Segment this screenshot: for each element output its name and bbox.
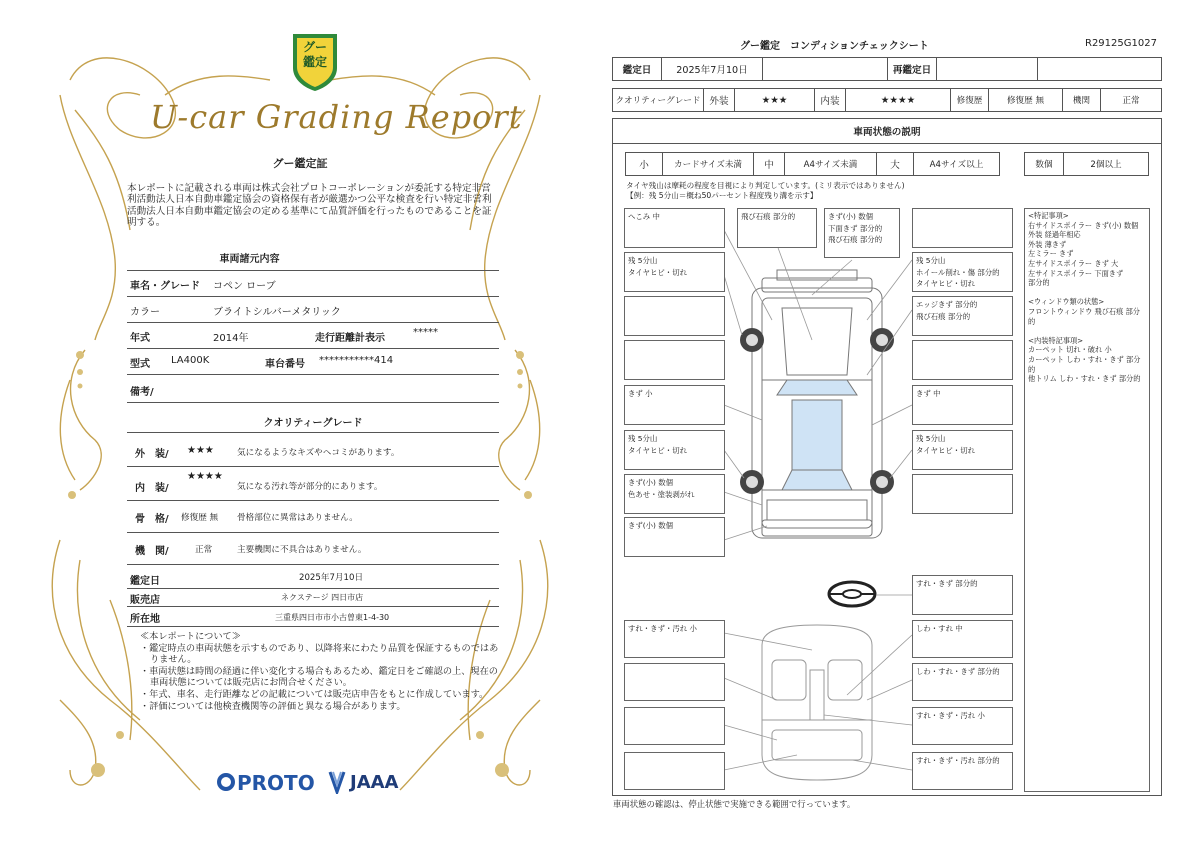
repair-label: 修復歴	[950, 88, 989, 112]
quality-rating: 修復歴 無	[181, 513, 219, 523]
quality-desc: 気になる汚れ等が部分的にあります。	[237, 482, 383, 492]
spec-row-remarks	[127, 374, 499, 403]
quality-desc: 気になるようなキズやヘコミがあります。	[237, 448, 400, 458]
interior-value: ★★★★	[845, 88, 951, 112]
steering-wheel-icon	[829, 582, 875, 606]
quality-desc: 骨格部位に異常はありません。	[237, 513, 358, 523]
tire-note-example: 【例：残 5分山＝概ね50パーセント程度残り溝を示す】	[626, 191, 818, 200]
date-blank	[762, 57, 888, 81]
quality-desc: 主要機関に不具合はありません。	[237, 545, 367, 555]
spec-section-title: 車両諸元内容	[219, 254, 280, 265]
address-row	[127, 606, 499, 627]
interior-box-steering: すれ・きず 部分的	[912, 575, 1013, 615]
proto-logo	[217, 771, 322, 797]
damage-box-right-3	[912, 340, 1013, 380]
engine-value: 正常	[1100, 88, 1162, 112]
interior-box-right-4: すれ・きず・汚れ 部分的	[912, 752, 1013, 790]
jaaa-mark-icon	[328, 770, 346, 794]
spec-row-model	[127, 348, 499, 375]
sheet-doc-id: R29125G1027	[1085, 38, 1157, 49]
damage-box-top-3	[912, 208, 1013, 248]
proto-logo-text: PROTO	[237, 771, 315, 795]
quality-grade-label: クオリティーグレード	[612, 88, 704, 112]
damage-box-left-8: きず(小) 数個	[624, 517, 725, 557]
quality-rating: ★★★★	[187, 471, 223, 482]
spec-model-label: 型式	[130, 359, 150, 370]
note-item: ・評価については他検査機関等の評価と異なる場合があります。	[140, 700, 406, 712]
footer-note: 車両状態の確認は、停止状態で実施できる範囲で行っています。	[613, 799, 856, 809]
report-script-title: U-car Grading Report	[150, 98, 523, 136]
spec-year-value: 2014年	[213, 333, 249, 344]
spec-row-year	[127, 322, 499, 349]
legend-mid-desc: A4サイズ未満	[784, 152, 877, 176]
damage-box-right-2: エッジきず 部分的 飛び石痕 部分的	[912, 296, 1013, 336]
damage-box-top-2: きず(小) 数個 下面きず 部分的 飛び石痕 部分的	[824, 208, 900, 258]
address-value: 三重県四日市市小古曽東1-4-30	[275, 613, 390, 622]
date-label: 鑑定日	[612, 57, 662, 81]
jaaa-logo	[328, 770, 408, 796]
quality-label: 骨 格/	[135, 514, 169, 525]
spec-chassis-label: 車台番号	[265, 359, 305, 370]
goo-kantei-badge	[287, 30, 343, 92]
spec-model-value: LA400K	[171, 355, 210, 366]
jaaa-logo-text: JAAA	[350, 772, 399, 793]
quality-rating: 正常	[195, 545, 213, 555]
damage-box-right-6	[912, 474, 1013, 514]
appraisal-date-row	[127, 566, 499, 589]
damage-box-right-1: 残 5分山 ホイール削れ・傷 部分的 タイヤヒビ・切れ	[912, 252, 1013, 292]
spec-remarks-label: 備考/	[130, 387, 154, 398]
special-notes: <特記事項> 右サイドスポイラー きず(小) 数個 外装 経過年相応 外装 薄きず 左ミラー きず 左サイドスポイラー きず 大 左サイドスポイラー 下面きず 部分的 <ウィンドウ類の状態> フロントウィンドウ 飛び石痕 部分的 <内装特記事項> カーペット 切れ・破れ 小 カーペット しわ・すれ・きず 部分的 他トリム しわ・すれ・きず 部分的	[1024, 208, 1150, 792]
legend-large: 大	[876, 152, 914, 176]
note-item: ・鑑定時点の車両状態を示すものであり、以降将来にわたり品質を保証するものではありません。	[140, 642, 499, 666]
damage-box-right-5: 残 5分山 タイヤヒビ・切れ	[912, 430, 1013, 470]
repair-value: 修復歴 無	[988, 88, 1063, 112]
note-item: ・年式、車名、走行距離などの記載については販売店申告をもとに作成しています。	[140, 688, 489, 700]
damage-box-left-1: へこみ 中	[624, 208, 725, 248]
interior-box-left-1: すれ・きず・汚れ 小	[624, 620, 725, 658]
damage-box-left-3	[624, 296, 725, 336]
interior-box-left-4	[624, 752, 725, 790]
spec-color-value: ブライトシルバーメタリック	[213, 307, 341, 318]
legend-small-desc: カードサイズ未満	[662, 152, 754, 176]
spec-color-label: カラー	[130, 307, 160, 318]
spec-name-label: 車名・グレード	[130, 281, 200, 292]
damage-box-left-4	[624, 340, 725, 380]
quality-label: 内 装/	[135, 483, 169, 494]
spec-mileage-value: *****	[413, 327, 438, 338]
quality-label: 機 関/	[135, 546, 169, 557]
legend-small: 小	[625, 152, 663, 176]
proto-mark-icon	[217, 773, 235, 791]
legend-count: 数個	[1024, 152, 1064, 176]
address-label: 所在地	[130, 614, 160, 625]
legend-mid: 中	[753, 152, 785, 176]
spec-chassis-value: ***********414	[319, 355, 394, 366]
quality-row-exterior	[127, 432, 499, 467]
legend-large-desc: A4サイズ以上	[913, 152, 1000, 176]
spec-name-value: コペン ローブ	[213, 281, 276, 292]
report-notes	[140, 631, 500, 712]
interior-box-right-2: しわ・すれ・きず 部分的	[912, 663, 1013, 701]
spec-row-color	[127, 296, 499, 323]
appraisal-date-label: 鑑定日	[130, 576, 160, 587]
shop-value: ネクステージ 四日市店	[281, 593, 364, 602]
spec-year-label: 年式	[130, 333, 150, 344]
spec-row-name	[127, 270, 499, 297]
spec-mileage-label: 走行距離計表示	[315, 333, 385, 344]
damage-box-left-6: 残 5分山 タイヤヒビ・切れ	[624, 430, 725, 470]
badge-text: グー 鑑定	[302, 40, 327, 69]
quality-section-title: クオリティーグレード	[263, 418, 363, 429]
interior-label: 内装	[814, 88, 846, 112]
reappraisal-value	[936, 57, 1038, 81]
interior-box-left-2	[624, 663, 725, 701]
quality-row-interior	[127, 466, 499, 501]
shop-row	[127, 588, 499, 607]
damage-box-right-4: きず 中	[912, 385, 1013, 425]
certificate-body: 本レポートに記載される車両は株式会社プロトコーポレーションが委託する特定非営利活動法人日本自動車鑑定協会の資格保有者が厳選かつ公平な検査を行い特定非営利活動法人日本自動車鑑定協会の定める基準にて品質評価を行ったものであることを証明する。	[127, 183, 492, 229]
condition-title: 車両状態の説明	[612, 118, 1162, 144]
interior-box-right-1: しわ・すれ 中	[912, 620, 1013, 658]
certificate-title: グー鑑定証	[272, 157, 328, 170]
appraisal-date-value: 2025年7月10日	[299, 573, 364, 583]
quality-row-engine	[127, 532, 499, 565]
exterior-value: ★★★	[734, 88, 815, 112]
quality-label: 外 装/	[135, 449, 169, 460]
notes-title: ≪本レポートについて≫	[140, 631, 241, 642]
date-value: 2025年7月10日	[661, 57, 763, 81]
damage-box-left-2: 残 5分山 タイヤヒビ・切れ	[624, 252, 725, 292]
shop-label: 販売店	[130, 595, 160, 606]
damage-box-left-7: きず(小) 数個 色あせ・塗装剥がれ	[624, 474, 725, 514]
quality-rating: ★★★	[187, 445, 214, 456]
damage-box-top-1: 飛び石痕 部分的	[737, 208, 817, 248]
exterior-label: 外装	[703, 88, 735, 112]
tire-note: タイヤ残山は摩耗の程度を目視により判定しています。(ミリ表示ではありません)	[626, 181, 905, 190]
reappraisal-label: 再鑑定日	[887, 57, 937, 81]
sheet-title: グー鑑定 コンディションチェックシート	[740, 41, 929, 52]
legend-count-desc: 2個以上	[1063, 152, 1149, 176]
interior-box-left-3	[624, 707, 725, 745]
interior-box-right-3: すれ・きず・汚れ 小	[912, 707, 1013, 745]
damage-box-left-5: きず 小	[624, 385, 725, 425]
quality-row-frame	[127, 500, 499, 533]
note-item: ・車両状態は時間の経過に伴い変化する場合もあるため、鑑定日をご確認の上、現在の車両状態については販売店にお問合せください。	[140, 665, 498, 689]
engine-label: 機関	[1062, 88, 1101, 112]
